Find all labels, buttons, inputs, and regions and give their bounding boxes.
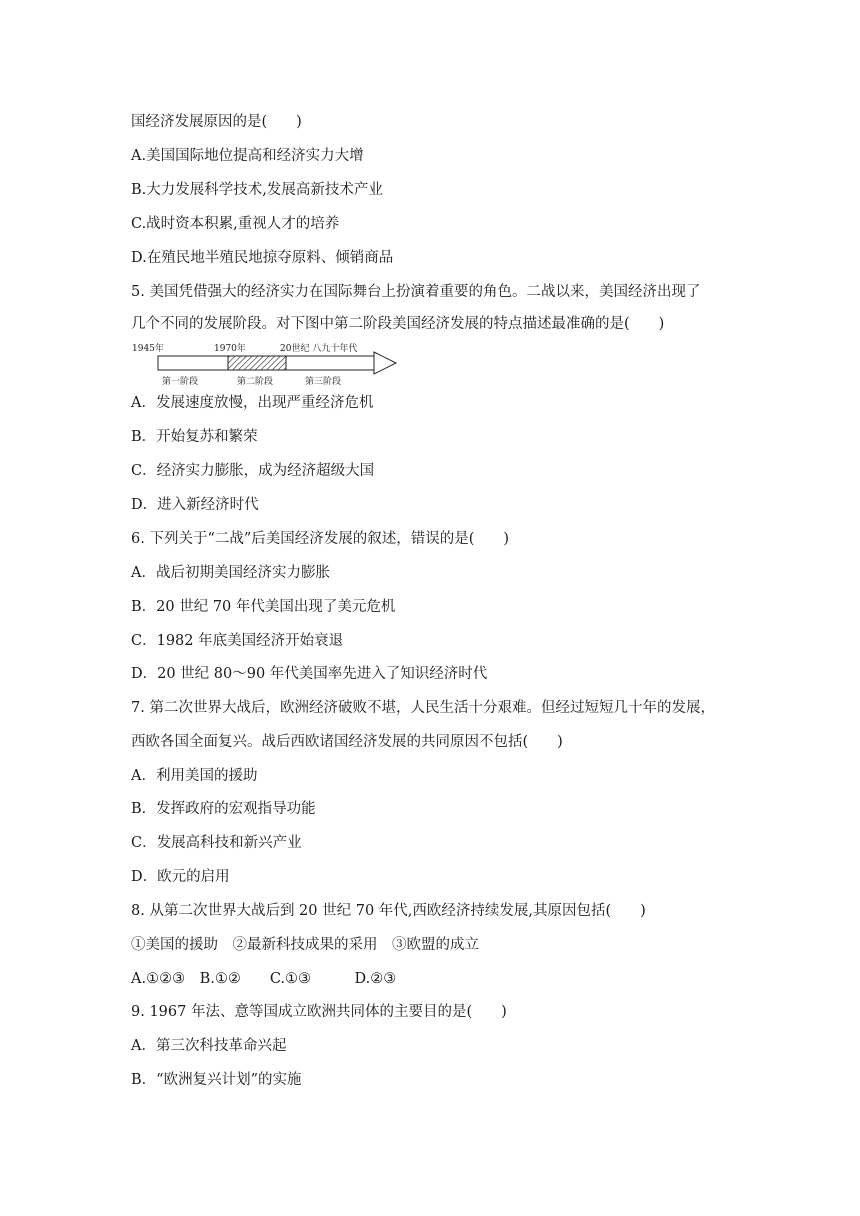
q5-stem-line2: 几个不同的发展阶段。对下图中第二阶段美国经济发展的特点描述最准确的是( )	[131, 316, 665, 332]
q7-option-a: A．利用美国的援助	[131, 768, 258, 784]
q5-option-a: A．发展速度放慢，出现严重经济危机	[131, 395, 374, 411]
timeline-stage3-bar	[286, 356, 374, 370]
q5-stem-line1: 5. 美国凭借强大的经济实力在国际舞台上扮演着重要的角色。二战以来，美国经济出现了	[131, 284, 701, 300]
q8-stem: 8. 从第二次世界大战后到 20 世纪 70 年代,西欧经济持续发展,其原因包括( )	[131, 903, 646, 919]
q9-stem: 9. 1967 年法、意等国成立欧洲共同体的主要目的是( )	[131, 1004, 507, 1020]
q6-option-a: A．战后初期美国经济实力膨胀	[131, 565, 330, 581]
timeline-arrowhead	[374, 352, 396, 374]
timeline-mark-8090s: 20世纪 八九十年代	[280, 344, 358, 354]
q8-statements: ①美国的援助 ②最新科技成果的采用 ③欧盟的成立	[131, 937, 479, 953]
q5-option-c: C．经济实力膨胀，成为经济超级大国	[131, 463, 375, 479]
q4-option-c: C.战时资本积累,重视人才的培养	[131, 216, 340, 232]
q4-option-b: B.大力发展科学技术,发展高新技术产业	[131, 182, 383, 198]
timeline-mark-1945: 1945年	[132, 344, 164, 354]
q5-option-d: D．进入新经济时代	[131, 497, 259, 513]
q6-option-d: D．20 世纪 80～90 年代美国率先进入了知识经济时代	[131, 666, 488, 682]
q9-option-b: B．“欧洲复兴计划”的实施	[131, 1072, 302, 1088]
q7-stem-line2: 西欧各国全面复兴。战后西欧诸国经济发展的共同原因不包括( )	[131, 734, 563, 750]
timeline-stage-2: 第二阶段	[237, 377, 274, 387]
q4-option-d: D.在殖民地半殖民地掠夺原料、倾销商品	[131, 250, 394, 266]
q7-option-b: B．发挥政府的宏观指导功能	[131, 801, 316, 817]
timeline-stage-1: 第一阶段	[162, 377, 199, 387]
q7-stem-line1: 7. 第二次世界大战后，欧洲经济破败不堪，人民生活十分艰难。但经过短短几十年的发展，	[131, 700, 715, 716]
q4-stem-continuation: 国经济发展原因的是( )	[131, 114, 302, 130]
timeline-stage1-bar	[158, 356, 228, 370]
q7-option-d: D．欧元的启用	[131, 869, 230, 885]
timeline-stage2-bar	[228, 356, 286, 370]
timeline-stage-3: 第三阶段	[305, 377, 342, 387]
q5-option-b: B．开始复苏和繁荣	[131, 429, 258, 445]
q7-option-c: C．发展高科技和新兴产业	[131, 835, 302, 851]
q4-option-a: A.美国国际地位提高和经济实力大增	[131, 148, 364, 164]
economic-stage-timeline	[131, 341, 401, 389]
q6-stem: 6. 下列关于“二战”后美国经济发展的叙述，错误的是( )	[131, 531, 510, 547]
q9-option-a: A．第三次科技革命兴起	[131, 1038, 287, 1054]
timeline-mark-1970: 1970年	[214, 344, 246, 354]
q6-option-b: B．20 世纪 70 年代美国出现了美元危机	[131, 599, 396, 615]
q6-option-c: C．1982 年底美国经济开始衰退	[131, 633, 344, 649]
q8-options: A.①②③ B.①② C.①③ D.②③	[131, 971, 397, 987]
